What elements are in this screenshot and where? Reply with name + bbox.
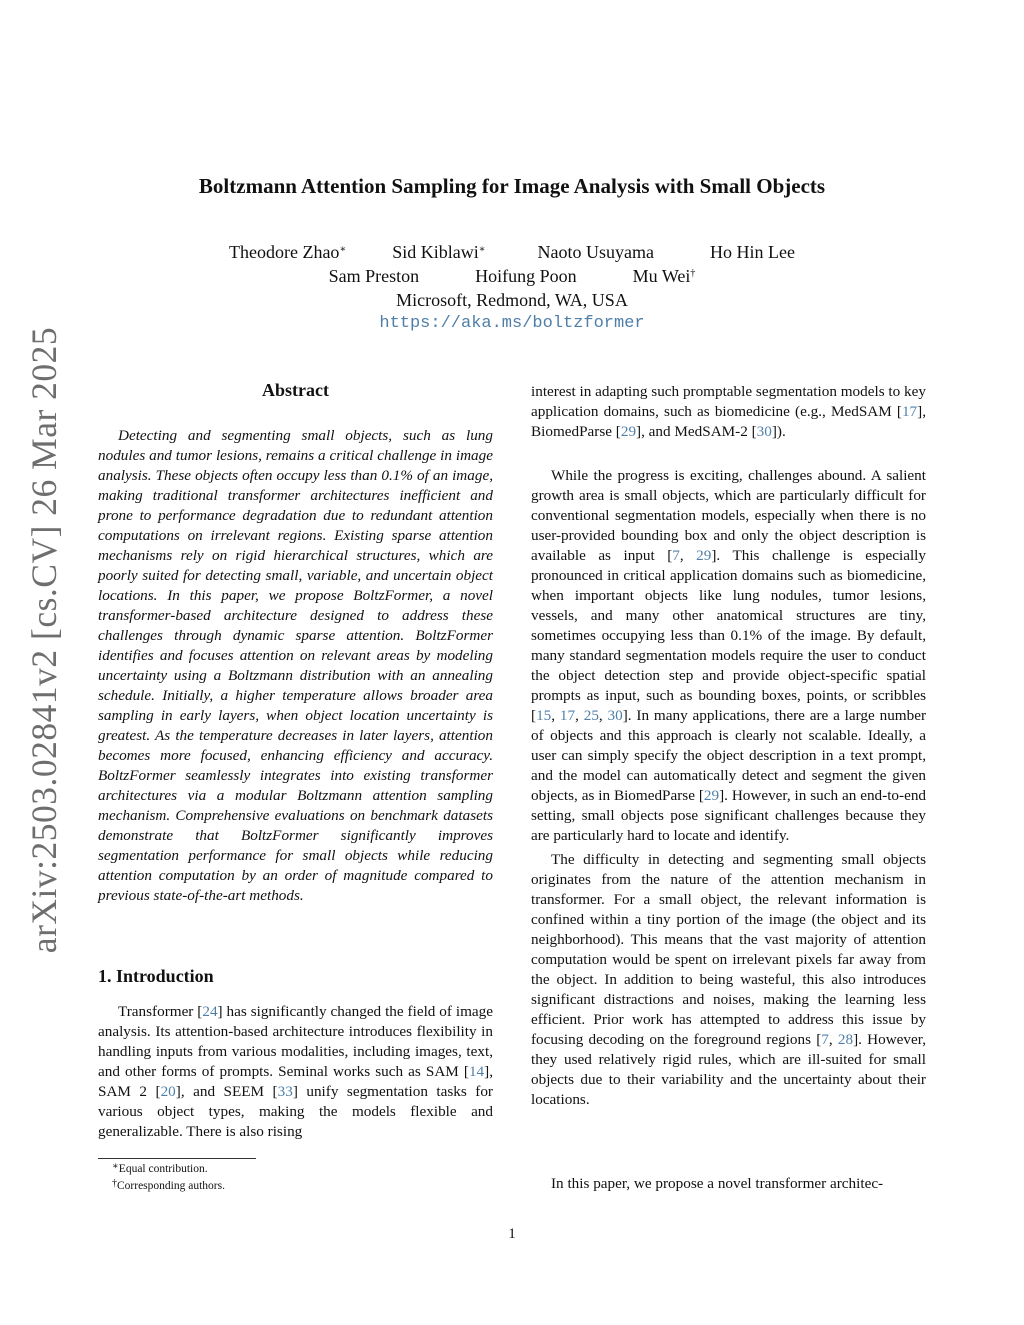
body-paragraph: In this paper, we propose a novel transformer architec- [551, 1175, 884, 1192]
author-block [0, 240, 1024, 336]
author-name: Naoto Usuyama [537, 242, 655, 262]
project-url-link[interactable]: https://aka.ms/boltzformer [379, 314, 645, 333]
citation-link[interactable]: 30 [607, 707, 623, 724]
citation-link[interactable]: 29 [696, 547, 712, 564]
citation-link[interactable]: 17 [901, 403, 918, 420]
paper-title: Boltzmann Attention Sampling for Image Analysis with Small Objects [198, 174, 826, 198]
intro-column-left [98, 1002, 493, 1142]
author-row-2 [0, 264, 1024, 288]
citation-link[interactable]: 33 [277, 1083, 293, 1100]
page-number: 1 [508, 1226, 516, 1242]
abstract-text: Detecting and segmenting small objects, such as lung nodules and tumor lesions, remains a critical challenge in image analysis. These objects often occupy less than 0.1% of an image, making traditional transformer architectures inefficient and prone to performance degradation due to redundant attention computations on irrelevant regions. Existing sparse attention mechanisms rely on rigid hierarchical structures, which are poorly suited for detecting small, variable, and uncertain object locations. In this paper, we propose BoltzFormer, a novel transformer-based architecture designed to address these challenges through dynamic sparse attention. BoltzFormer identifies and focuses attention on relevant areas by modeling uncertainty using a Boltzmann distribution with an annealing schedule. Initially, a higher temperature allows broader area sampling in early layers, when object location uncertainty is greatest. As the temperature decreases in later layers, attention becomes more focused, enhancing efficiency and accuracy. BoltzFormer seamlessly integrates into existing transformer architectures via a modular Boltzmann attention sampling mechanism. Comprehensive evaluations on benchmark datasets demonstrate that BoltzFormer significantly improves segmentation performance for small objects while reducing attention computation by an order of magnitude compared to previous state-of-the-art methods. [98, 427, 493, 904]
affiliation: Microsoft, Redmond, WA, USA [396, 290, 628, 310]
body-paragraph: While the progress is exciting, challenges abound. A salient growth area is small objects, which are particularly difficult for conventional segmentation models, especially when there is no user-provided bounding box and only the object description is available as input [7, 29]. This challenge is especially pronounced in critical application domains such as biomedicine, when important objects like lung nodules, tumor lesions, vessels, and many other anatomical structures are tiny, sometimes occupying less than 0.1% of the image. By default, many standard segmentation models require the user to conduct the object detection step and provide object-specific spatial prompts as input, such as bounding boxes, points, or scribbles [15, 17, 25, 30]. In many applications, there are a large number of objects and this approach is clearly not scalable. Ideally, a user can simply specify the object description in a text prompt, and the model can automatically detect and segment the given objects, as in BiomedParse [29]. However, in such an end-to-end setting, small objects pose significant challenges because they are particularly hard to locate and identify. [531, 467, 927, 844]
citation-link[interactable]: 24 [202, 1003, 218, 1020]
right-column-body [531, 466, 926, 1110]
footnote-corresponding-authors: †Corresponding authors. [112, 1178, 225, 1192]
author-row-1 [0, 240, 1024, 264]
citation-link[interactable]: 25 [583, 707, 599, 724]
citation-link[interactable]: 7 [821, 1031, 829, 1048]
footnote-rule [98, 1158, 256, 1159]
body-paragraph: interest in adapting such promptable segmentation models to key application domains, such as biomedicine (e.g., MedSAM [17], BiomedParse [29], and MedSAM-2 [30]). [531, 383, 926, 440]
right-column-bottom [531, 1174, 926, 1194]
citation-link[interactable]: 29 [703, 787, 720, 804]
author-name: Ho Hin Lee [710, 242, 796, 262]
footnote-equal-contribution: ∗Equal contribution. [112, 1161, 208, 1175]
author-name: Mu Wei† [632, 266, 696, 286]
author-name: Theodore Zhao∗ [228, 242, 347, 262]
arxiv-side-label: arXiv:2503.02841v2 [cs.CV] 26 Mar 2025 [24, 326, 64, 954]
citation-link[interactable]: 17 [559, 707, 576, 724]
section-heading-introduction: 1. Introduction [98, 966, 214, 986]
author-name: Hoifung Poon [475, 266, 577, 286]
citation-link[interactable]: 15 [536, 707, 552, 724]
body-paragraph: The difficulty in detecting and segmenting small objects originates from the nature of the attention mechanism in transformer. For a small object, the relevant information is confined within a tiny portion of the image (the object and its neighborhood). This means that the vast majority of attention computation would be spent on irrelevant pixels far away from the object. In addition to being wasteful, this also introduces significant distractions and noises, making the learning less efficient. Prior work has attempted to address this issue by focusing decoding on the foreground regions [7, 28]. However, they used relatively rigid rules, which are ill-suited for small objects due to their variability and the uncertainty about their locations. [531, 851, 926, 1108]
right-column-top [531, 382, 926, 442]
citation-link[interactable]: 29 [620, 423, 637, 440]
intro-paragraph: Transformer [24] has significantly changed the field of image analysis. Its attention-based architecture introduces flexibility in handling inputs from various modalities, including images, text, and other forms of prompts. Seminal works such as SAM [14], SAM 2 [20], and SEEM [33] unify segmentation tasks for various object types, making the models flexible and generalizable. There is also rising [98, 1003, 493, 1140]
citation-link[interactable]: 14 [468, 1063, 485, 1080]
citation-link[interactable]: 20 [160, 1083, 176, 1100]
citation-link[interactable]: 30 [756, 423, 772, 440]
author-name: Sam Preston [328, 266, 420, 286]
author-name: Sid Kiblawi∗ [392, 242, 486, 262]
citation-link[interactable]: 28 [837, 1031, 854, 1048]
abstract-heading: Abstract [262, 380, 329, 400]
citation-link[interactable]: 7 [672, 547, 680, 564]
